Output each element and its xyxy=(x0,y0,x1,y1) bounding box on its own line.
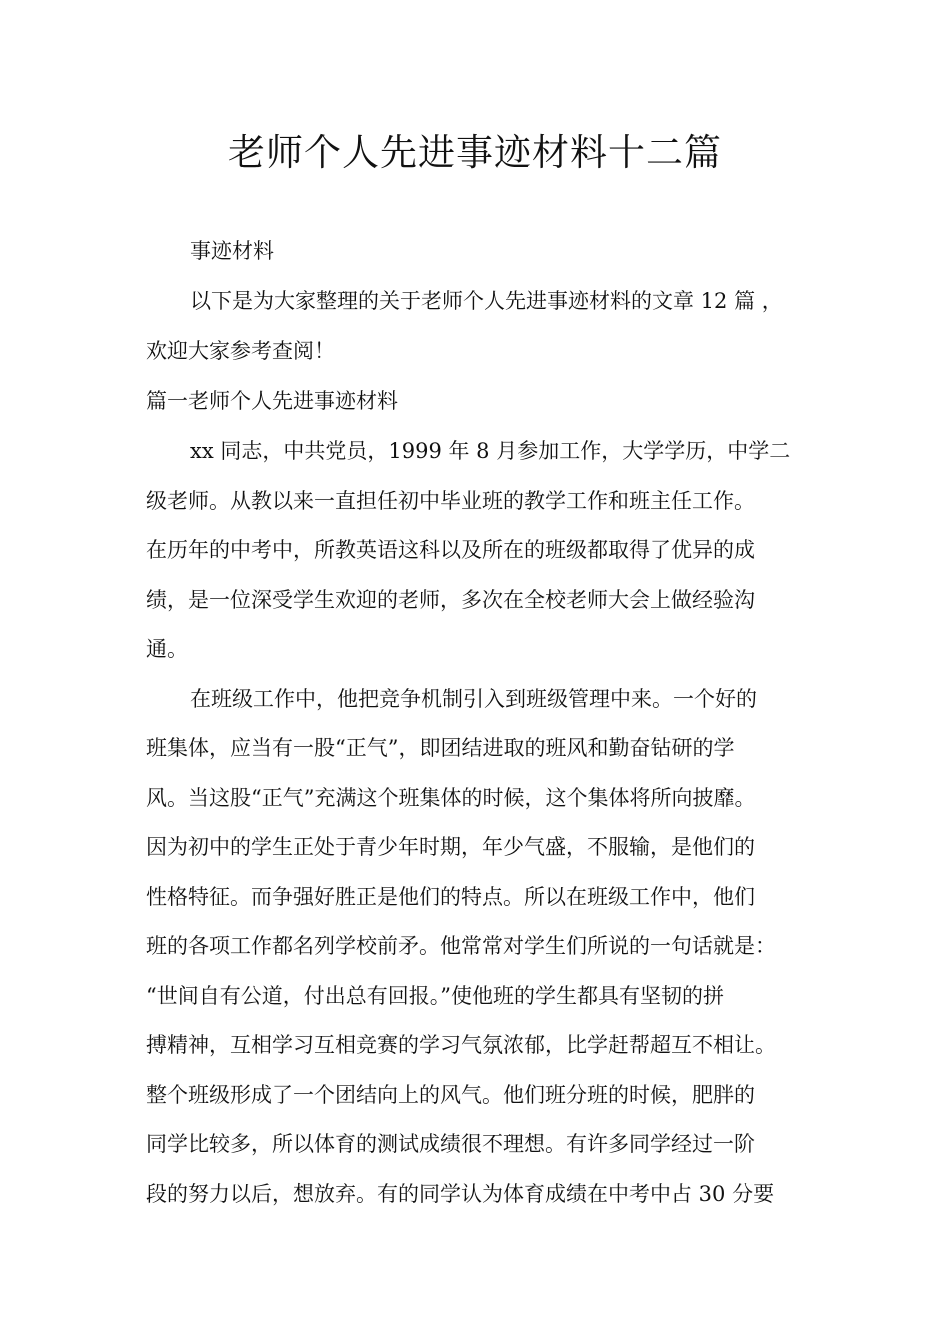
text-line: 通。 xyxy=(146,637,188,661)
text-line: 段的努力以后，想放弃。有的同学认为体育成绩在中考中占 30 分要 xyxy=(146,1182,775,1206)
text-line: 以下是为大家整理的关于老师个人先进事迹材料的文章 12 篇 ， xyxy=(190,289,783,313)
text-line: 风。当这股“正气”充满这个班集体的时候，这个集体将所向披靡。 xyxy=(146,786,756,810)
text-line: 欢迎大家参考查阅！ xyxy=(146,339,335,363)
text-line: “世间自有公道，付出总有回报。”使他班的学生都具有坚韧的拼 xyxy=(146,984,724,1008)
text-line: 班的各项工作都名列学校前矛。他常常对学生们所说的一句话就是： xyxy=(146,934,776,958)
text-line: 在历年的中考中，所教英语这科以及所在的班级都取得了优异的成 xyxy=(146,538,755,562)
text-line: 事迹材料 xyxy=(190,239,274,263)
text-line: 因为初中的学生正处于青少年时期，年少气盛，不服输，是他们的 xyxy=(146,835,755,859)
text-line: 搏精神，互相学习互相竞赛的学习气氛浓郁，比学赶帮超互不相让。 xyxy=(146,1033,776,1057)
text-line: 绩，是一位深受学生欢迎的老师，多次在全校老师大会上做经验沟 xyxy=(146,588,755,612)
text-line: 在班级工作中，他把竞争机制引入到班级管理中来。一个好的 xyxy=(190,687,757,711)
text-line: xx 同志，中共党员，1999 年 8 月参加工作，大学学历，中学二 xyxy=(190,439,791,463)
document-title: 老师个人先进事迹材料十二篇 xyxy=(228,131,722,174)
text-line: 级老师。从教以来一直担任初中毕业班的教学工作和班主任工作。 xyxy=(146,489,755,513)
text-line: 班集体，应当有一股“正气”，即团结进取的班风和勤奋钻研的学 xyxy=(146,736,735,760)
section-heading: 篇一老师个人先进事迹材料 xyxy=(146,389,398,413)
text-line: 同学比较多，所以体育的测试成绩很不理想。有许多同学经过一阶 xyxy=(146,1132,755,1156)
text-line: 性格特征。而争强好胜正是他们的特点。所以在班级工作中，他们 xyxy=(146,885,755,909)
text-line: 整个班级形成了一个团结向上的风气。他们班分班的时候，肥胖的 xyxy=(146,1083,755,1107)
